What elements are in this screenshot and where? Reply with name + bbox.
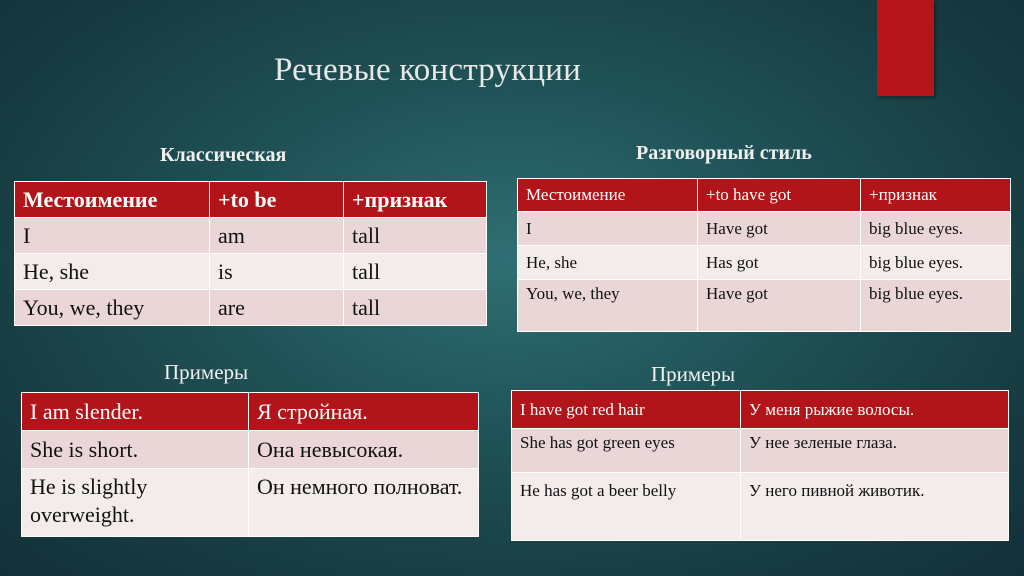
- table-row: [15, 254, 487, 290]
- table-cell: tall: [344, 290, 487, 326]
- table-cell: Have got: [698, 212, 861, 246]
- table-cell: big blue eyes.: [861, 212, 1011, 246]
- table-cell: He has got a beer belly: [512, 473, 741, 541]
- decorative-red-tab: [877, 0, 934, 96]
- table-cell: I: [15, 218, 210, 254]
- table-header-row: [22, 393, 479, 431]
- table-cell: tall: [344, 218, 487, 254]
- table-cell: You, we, they: [518, 280, 698, 332]
- table-cell: I have got red hair: [512, 391, 741, 429]
- classic-table: [14, 181, 487, 326]
- table-cell: He is slightly overweight.: [22, 469, 249, 537]
- table-row: [22, 469, 479, 537]
- table-row: [518, 280, 1011, 332]
- examples-right-heading: Примеры: [651, 362, 736, 386]
- table-cell: Он немного полноват.: [249, 469, 479, 537]
- table-header-row: [518, 179, 1011, 212]
- header-cell: Местоимение: [518, 179, 698, 212]
- examples-left-heading: Примеры: [164, 360, 249, 384]
- classic-heading: Классическая: [160, 144, 287, 166]
- colloquial-table: [517, 178, 1011, 332]
- table-row: [512, 429, 1009, 473]
- header-cell: +признак: [861, 179, 1011, 212]
- table-cell: You, we, they: [15, 290, 210, 326]
- table-cell: Она невысокая.: [249, 431, 479, 469]
- table-row: [22, 431, 479, 469]
- colloquial-heading: Разговорный стиль: [636, 142, 812, 164]
- table-cell: is: [210, 254, 344, 290]
- table-cell: She has got green eyes: [512, 429, 741, 473]
- table-cell: He, she: [518, 246, 698, 280]
- table-cell: У меня рыжие волосы.: [741, 391, 1009, 429]
- table-cell: I am slender.: [22, 393, 249, 431]
- header-cell: Местоимение: [15, 182, 210, 218]
- table-cell: Я стройная.: [249, 393, 479, 431]
- table-header-row: [15, 182, 487, 218]
- table-cell: big blue eyes.: [861, 280, 1011, 332]
- table-cell: He, she: [15, 254, 210, 290]
- table-row: [518, 246, 1011, 280]
- header-cell: +to be: [210, 182, 344, 218]
- table-cell: She is short.: [22, 431, 249, 469]
- table-cell: Has got: [698, 246, 861, 280]
- table-cell: У него пивной животик.: [741, 473, 1009, 541]
- table-cell: Have got: [698, 280, 861, 332]
- table-row: [15, 218, 487, 254]
- header-cell: +признак: [344, 182, 487, 218]
- header-cell: +to have got: [698, 179, 861, 212]
- table-header-row: [512, 391, 1009, 429]
- examples-right-table: [511, 390, 1009, 541]
- table-cell: У нее зеленые глаза.: [741, 429, 1009, 473]
- examples-left-table: [21, 392, 479, 537]
- slide-title: Речевые конструкции: [274, 52, 582, 88]
- table-row: [512, 473, 1009, 541]
- table-cell: are: [210, 290, 344, 326]
- table-cell: big blue eyes.: [861, 246, 1011, 280]
- table-cell: I: [518, 212, 698, 246]
- table-cell: tall: [344, 254, 487, 290]
- table-cell: am: [210, 218, 344, 254]
- table-row: [518, 212, 1011, 246]
- table-row: [15, 290, 487, 326]
